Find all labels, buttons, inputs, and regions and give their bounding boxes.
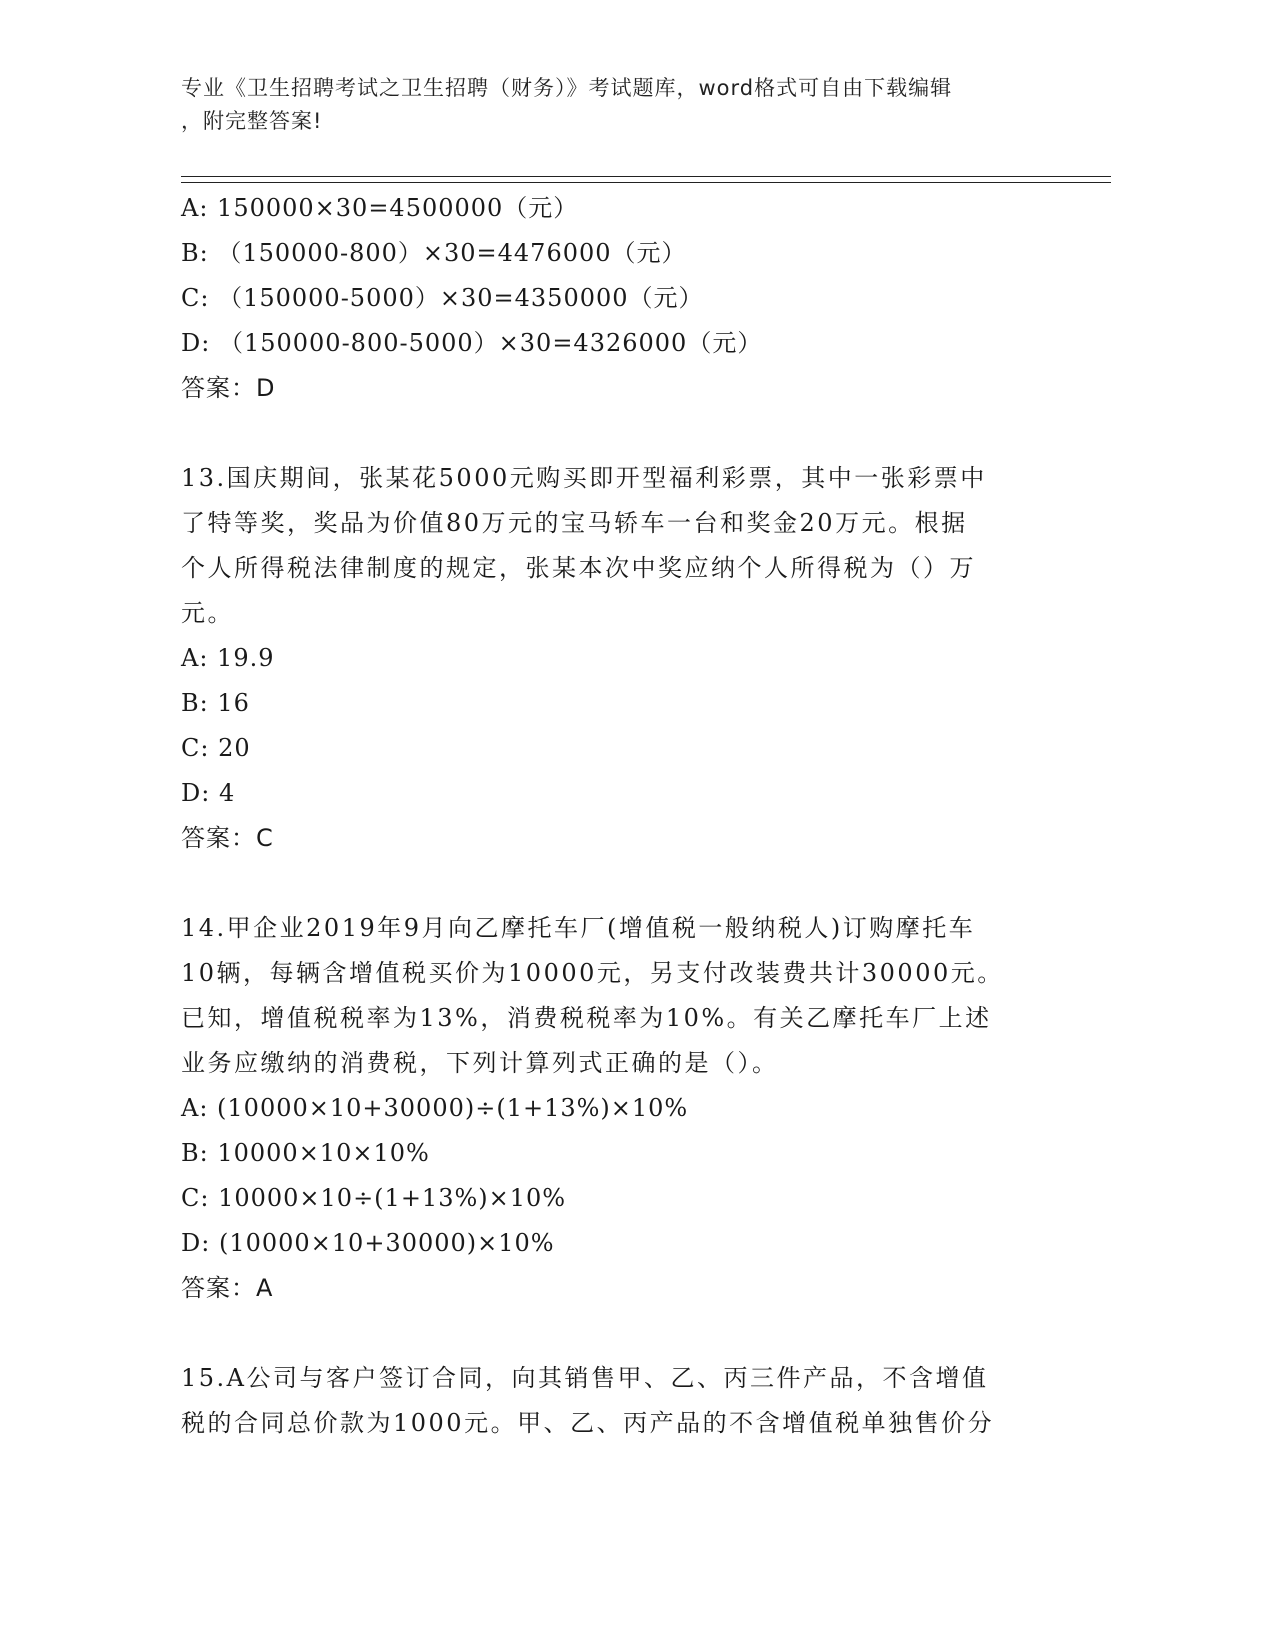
question-text-line: 14.甲企业2019年9月向乙摩托车厂(增值税一般纳税人)订购摩托车 xyxy=(181,914,976,942)
option-d: D: (10000×10+30000)×10% xyxy=(181,1229,555,1257)
option-a: A: 19.9 xyxy=(181,644,275,672)
answer: 答案：C xyxy=(181,824,274,852)
question-text-line: 已知，增值税税率为13%，消费税税率为10%。有关乙摩托车厂上述 xyxy=(181,1004,992,1032)
option-c: C: （150000-5000）×30=4350000（元） xyxy=(181,284,704,312)
option-b: B: 16 xyxy=(181,689,250,717)
question-text-line: 15.A公司与客户签订合同，向其销售甲、乙、丙三件产品，不含增值 xyxy=(181,1364,989,1392)
option-b: B: 10000×10×10% xyxy=(181,1139,430,1167)
question-13 xyxy=(181,456,1041,861)
document-body xyxy=(181,186,1041,1446)
option-a: A: (10000×10+30000)÷(1+13%)×10% xyxy=(181,1094,689,1122)
question-12 xyxy=(181,186,1041,411)
question-14 xyxy=(181,906,1041,1311)
answer: 答案：A xyxy=(181,1274,274,1302)
spacer xyxy=(181,861,1041,906)
option-d: D: （150000-800-5000）×30=4326000（元） xyxy=(181,329,763,357)
question-text-line: 税的合同总价款为1000元。甲、乙、丙产品的不含增值税单独售价分 xyxy=(181,1409,995,1437)
spacer xyxy=(181,1311,1041,1356)
spacer xyxy=(181,411,1041,456)
question-15 xyxy=(181,1356,1041,1446)
question-text-line: 13.国庆期间，张某花5000元购买即开型福利彩票，其中一张彩票中 xyxy=(181,464,987,492)
document-header xyxy=(181,72,1041,138)
question-text-line: 10辆，每辆含增值税买价为10000元，另支付改装费共计30000元。 xyxy=(181,959,1004,987)
option-c: C: 20 xyxy=(181,734,251,762)
question-text-line: 元。 xyxy=(181,599,234,627)
option-c: C: 10000×10÷(1+13%)×10% xyxy=(181,1184,567,1212)
option-d: D: 4 xyxy=(181,779,236,807)
header-line-1: 专业《卫生招聘考试之卫生招聘（财务）》考试题库，word格式可自由下载编辑 xyxy=(181,76,953,100)
header-divider-top xyxy=(181,176,1111,177)
question-text-line: 了特等奖，奖品为价值80万元的宝马轿车一台和奖金20万元。根据 xyxy=(181,509,968,537)
header-divider-bottom xyxy=(181,182,1111,183)
option-b: B: （150000-800）×30=4476000（元） xyxy=(181,239,687,267)
option-a: A: 150000×30=4500000（元） xyxy=(181,194,579,222)
answer: 答案：D xyxy=(181,374,276,402)
question-text-line: 个人所得税法律制度的规定，张某本次中奖应纳个人所得税为（）万 xyxy=(181,554,976,582)
question-text-line: 业务应缴纳的消费税，下列计算列式正确的是（）。 xyxy=(181,1049,779,1077)
header-line-2: ，附完整答案! xyxy=(181,109,323,133)
